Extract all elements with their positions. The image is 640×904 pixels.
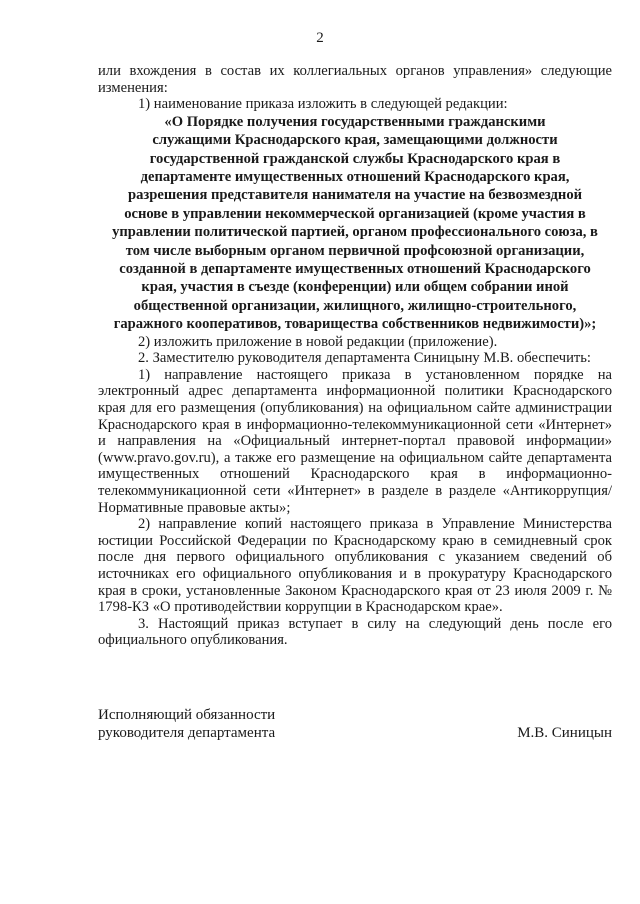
order-title-line: государственной гражданской службы Краснодарского края в [149, 150, 561, 167]
page-number: 2 [316, 30, 324, 46]
order-title-block [98, 113, 612, 334]
order-title-line: служащими Краснодарского края, замещающими должности [152, 132, 558, 149]
order-title-line: общественной организации, жилищного, жилищно-строительного, [133, 297, 577, 314]
item-1-2-paragraph: 2) изложить приложение в новой редакции (приложение). [138, 333, 498, 350]
signatory-position-line-2: руководителя департамента [98, 725, 276, 741]
signature-block [98, 706, 612, 742]
order-title-line: созданной в департаменте имущественных отношений Краснодарского [119, 261, 591, 278]
order-title-line: края, участия в съезде (конференции) или общем собрании иной [141, 279, 569, 296]
item-2-2-paragraph: 2) направление копий настоящего приказа в Управление Министерства юстиции Российской Федерации по Краснодарскому краю в семидневный срок после дня первого официального опубликования с указанием сведений об источниках его официального опубликования и в прокуратуру Краснодарского края в сроки, установленные Законом Краснодарского края от 23 июля 2009 г. № 1798-КЗ «О противодействии коррупции в Краснодарском крае». [98, 516, 612, 616]
intro-paragraph: или вхождения в состав их коллегиальных органов управления» следующие изменения: [98, 63, 612, 96]
signatory-position-line-1: Исполняющий обязанности [98, 707, 276, 723]
order-title-line: разрешения представителя нанимателя на участие на безвозмездной [127, 187, 583, 204]
item-1-1-paragraph: 1) наименование приказа изложить в следующей редакции: [138, 96, 508, 113]
item-2-paragraph: 2. Заместителю руководителя департамента Синицыну М.В. обеспечить: [138, 350, 591, 367]
order-title-line: департаменте имущественных отношений Краснодарского края, [140, 169, 570, 185]
signatory-name: М.В. Синицын [517, 725, 612, 741]
order-title-line: управлении политической партией, органом профессионального союза, в [112, 224, 598, 241]
order-title-line: том числе выборным органом первичной профсоюзной организации, [125, 242, 585, 259]
order-title-line: гаражного кооперативов, товарищества собственников недвижимости)»; [113, 316, 597, 333]
order-title-line: основе в управлении некоммерческой организацией (кроме участия в [124, 205, 586, 222]
order-title-line: «О Порядке получения государственными гражданскими [164, 113, 546, 130]
item-3-paragraph: 3. Настоящий приказ вступает в силу на следующий день после его официального опубликования. [98, 615, 612, 649]
item-2-1-paragraph: 1) направление настоящего приказа в установленном порядке на электронный адрес департамента информационной политики Краснодарского края для его размещения (опубликования) на официальном сайте администрации Краснодарского края в информационно-телекоммуникационной сети «Интернет» и направления на «Официальный интернет-портал правовой информации» (www.pravo.gov.ru), а также его размещение на официальном сайте департамента имущественных отношений Краснодарского края в информационно-телекоммуникационной сети «Интернет» в разделе в разделе «Антикоррупция/Нормативные правовые акты»; [98, 366, 612, 516]
document-body [98, 63, 612, 649]
